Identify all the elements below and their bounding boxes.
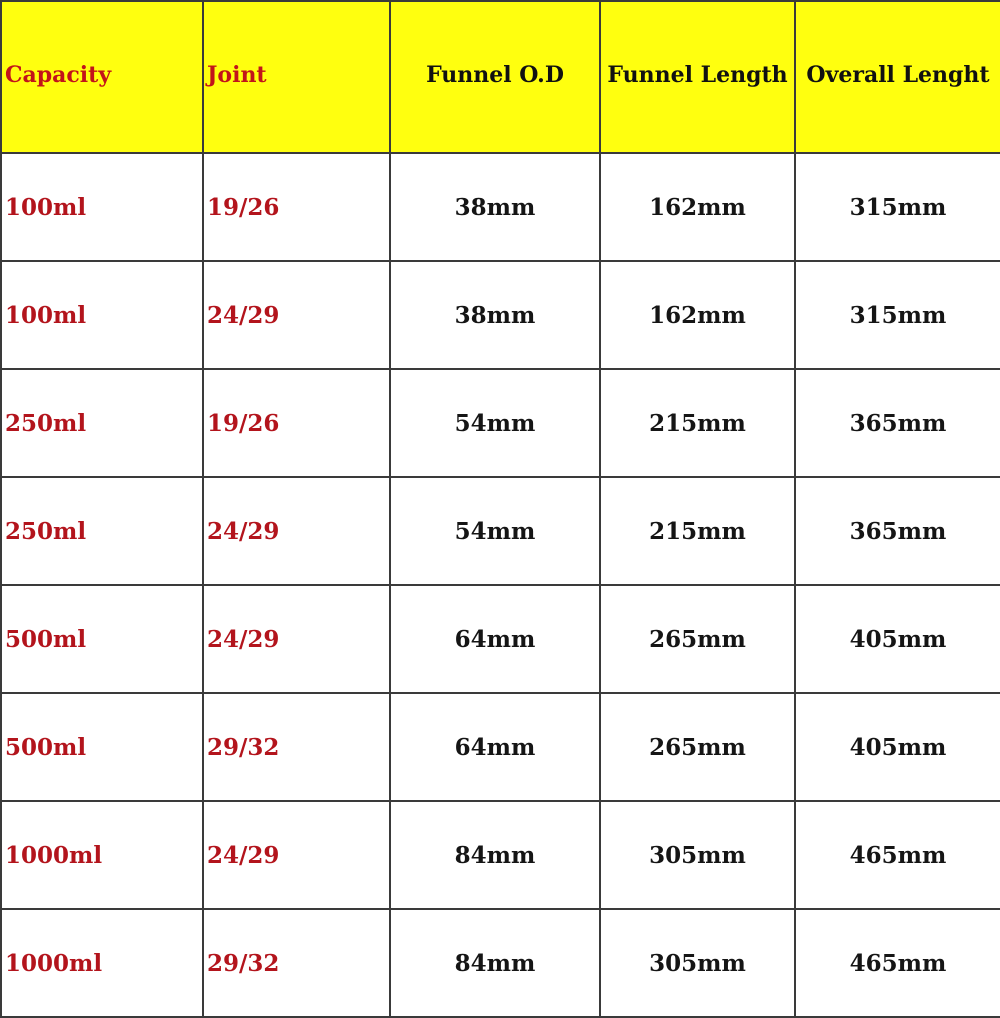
cell-funnel-od: 84mm	[390, 801, 600, 909]
cell-overall-length: 465mm	[795, 801, 1000, 909]
cell-capacity: 500ml	[1, 585, 203, 693]
cell-overall-length: 405mm	[795, 585, 1000, 693]
cell-joint: 19/26	[203, 153, 390, 261]
cell-funnel-length: 215mm	[600, 477, 795, 585]
cell-funnel-length: 305mm	[600, 801, 795, 909]
cell-capacity: 100ml	[1, 153, 203, 261]
cell-overall-length: 365mm	[795, 369, 1000, 477]
cell-funnel-length: 215mm	[600, 369, 795, 477]
cell-funnel-od: 54mm	[390, 477, 600, 585]
cell-capacity: 250ml	[1, 369, 203, 477]
cell-joint: 29/32	[203, 909, 390, 1017]
table-row	[1, 801, 1000, 909]
header-joint: Joint	[203, 1, 390, 153]
cell-joint: 19/26	[203, 369, 390, 477]
cell-funnel-od: 64mm	[390, 585, 600, 693]
cell-funnel-od: 84mm	[390, 909, 600, 1017]
cell-joint: 24/29	[203, 585, 390, 693]
header-funnel-od: Funnel O.D	[390, 1, 600, 153]
table-row	[1, 693, 1000, 801]
header-capacity: Capacity	[1, 1, 203, 153]
cell-funnel-length: 162mm	[600, 261, 795, 369]
cell-joint: 24/29	[203, 261, 390, 369]
cell-funnel-od: 64mm	[390, 693, 600, 801]
table-row	[1, 369, 1000, 477]
table-row	[1, 261, 1000, 369]
cell-funnel-length: 265mm	[600, 693, 795, 801]
cell-capacity: 500ml	[1, 693, 203, 801]
cell-funnel-length: 305mm	[600, 909, 795, 1017]
cell-overall-length: 315mm	[795, 261, 1000, 369]
table-row	[1, 153, 1000, 261]
cell-capacity: 250ml	[1, 477, 203, 585]
cell-capacity: 100ml	[1, 261, 203, 369]
cell-funnel-length: 162mm	[600, 153, 795, 261]
cell-capacity: 1000ml	[1, 909, 203, 1017]
cell-funnel-od: 38mm	[390, 261, 600, 369]
cell-funnel-od: 54mm	[390, 369, 600, 477]
header-overall-length: Overall Lenght	[795, 1, 1000, 153]
table-row	[1, 477, 1000, 585]
cell-joint: 29/32	[203, 693, 390, 801]
cell-overall-length: 465mm	[795, 909, 1000, 1017]
cell-overall-length: 315mm	[795, 153, 1000, 261]
cell-funnel-od: 38mm	[390, 153, 600, 261]
cell-funnel-length: 265mm	[600, 585, 795, 693]
table-row	[1, 909, 1000, 1017]
cell-capacity: 1000ml	[1, 801, 203, 909]
header-funnel-length: Funnel Length	[600, 1, 795, 153]
cell-joint: 24/29	[203, 801, 390, 909]
cell-overall-length: 365mm	[795, 477, 1000, 585]
table-header-row	[1, 1, 1000, 153]
table-row	[1, 585, 1000, 693]
cell-joint: 24/29	[203, 477, 390, 585]
cell-overall-length: 405mm	[795, 693, 1000, 801]
